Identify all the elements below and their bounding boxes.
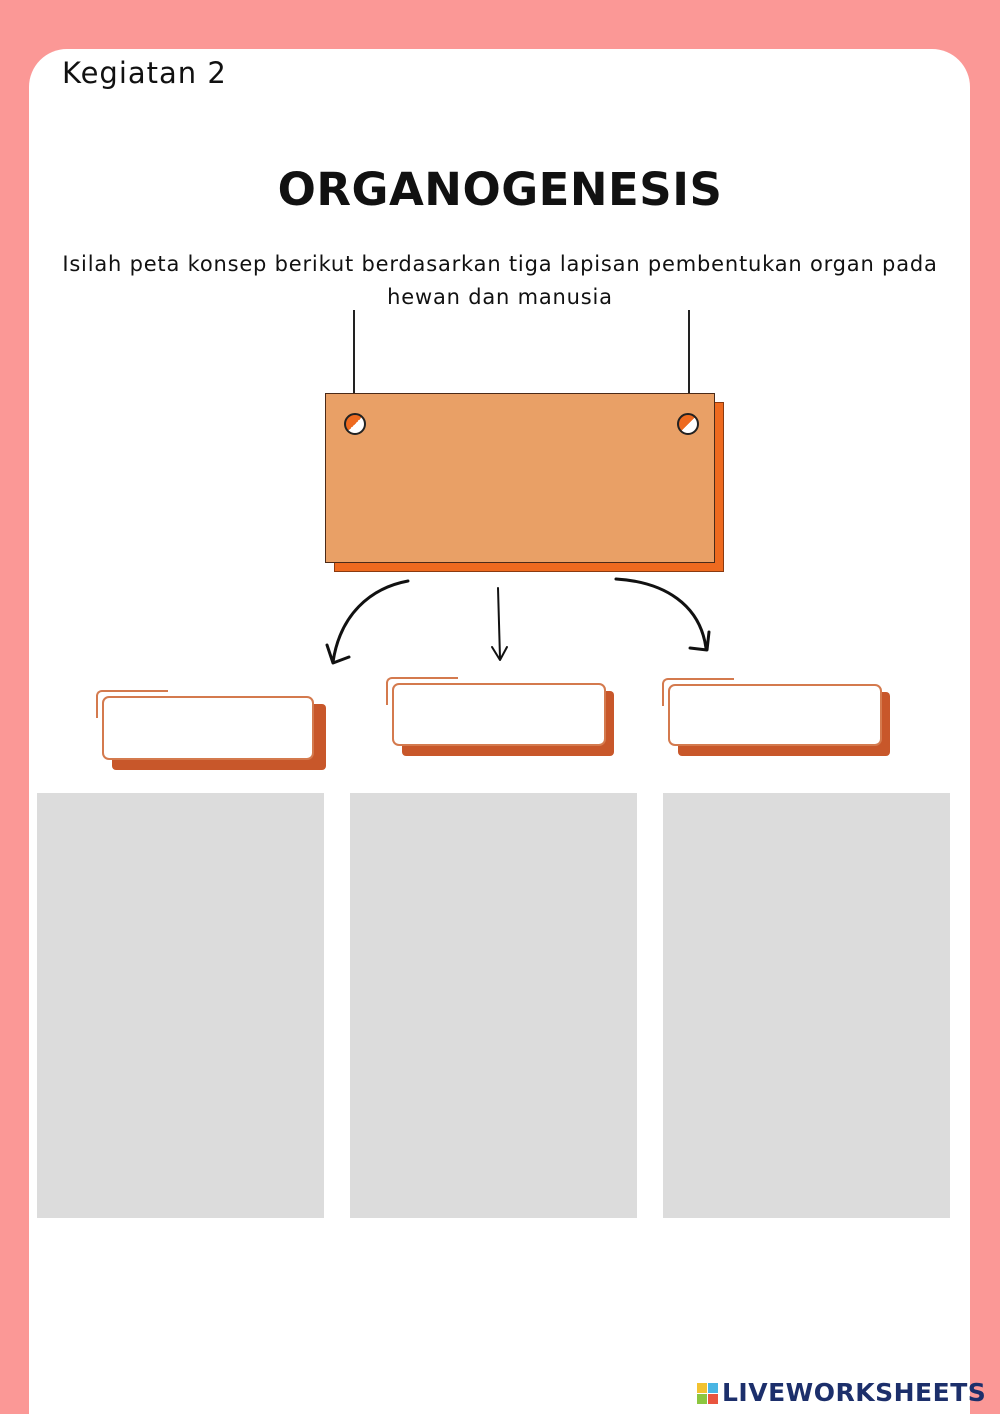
- concept-arrows: [0, 0, 1000, 700]
- instruction-text: Isilah peta konsep berikut berdasarkan tiga lapisan pembentukan organ pada hewan dan manusia: [62, 252, 938, 309]
- answer-panel-right[interactable]: [663, 793, 950, 1218]
- layer-box-center[interactable]: [386, 677, 616, 759]
- liveworksheets-logo-icon: [697, 1383, 719, 1405]
- arrow-center: [498, 588, 500, 658]
- answer-panel-left[interactable]: [37, 793, 324, 1218]
- answer-panel-center[interactable]: [350, 793, 637, 1218]
- arrow-left: [333, 581, 408, 662]
- brand-watermark: LIVEWORKSHEETS: [722, 1378, 987, 1407]
- layer-box-left[interactable]: [96, 690, 328, 772]
- page-title: ORGANOGENESIS: [277, 163, 723, 216]
- arrow-left-head: [327, 645, 349, 663]
- activity-label: Kegiatan 2: [62, 56, 227, 90]
- arrow-right: [616, 579, 706, 648]
- layer-box-right[interactable]: [662, 678, 892, 758]
